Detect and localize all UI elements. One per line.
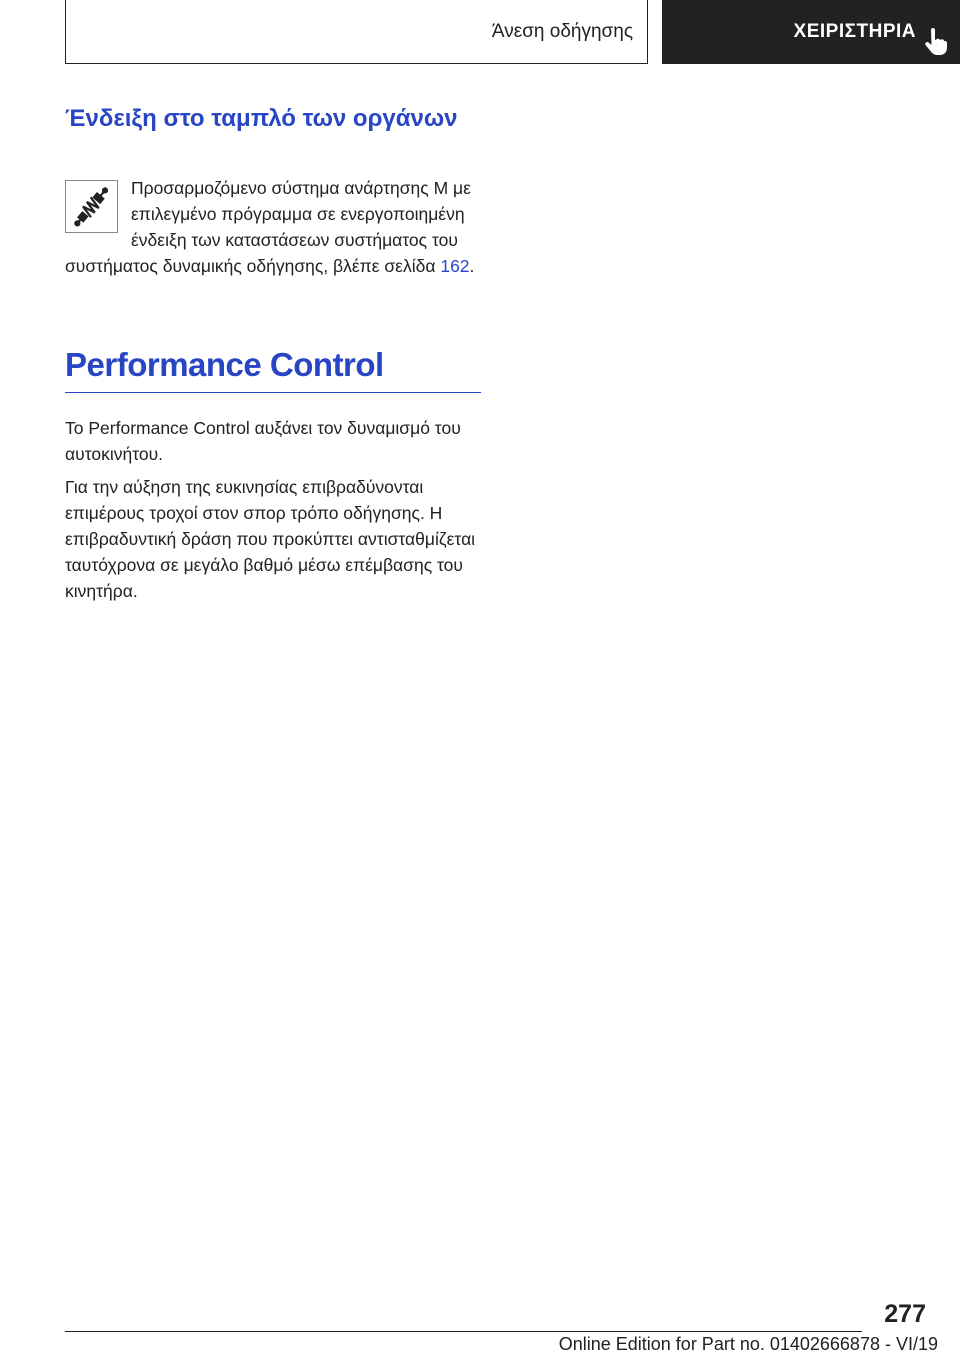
footer-edition: Online Edition for Part no. 01402666878 - VI/19 <box>558 1334 938 1354</box>
footer-rule <box>65 1331 862 1332</box>
section-heading-performance-control: Performance Control <box>65 346 384 383</box>
section-heading-instrument-cluster: Ένδειξη στο ταμπλό των οργάνων <box>65 105 458 132</box>
header-section-box <box>65 0 648 64</box>
heading-underline <box>65 392 481 393</box>
header-chapter-title: ΧΕΙΡΙΣΤΗΡΙΑ <box>793 21 916 42</box>
page-link-162[interactable]: 162 <box>440 256 470 276</box>
header-section-title: Άνεση οδήγησης <box>491 20 633 42</box>
performance-control-paragraph-1: Το Performance Control αυξάνει τον δυναμισμό του αυτοκινήτου. <box>65 418 461 464</box>
instrument-cluster-text <box>65 175 485 279</box>
intro-text: Προσαρμοζόμενο σύστημα ανάρτησης M με επιλεγμένο πρόγραμμα σε ενεργοποιημένη ένδειξη των καταστάσεων συστήματος του συστήματος δυναμικής οδήγησης, βλέπε σελίδα <box>65 178 471 276</box>
page-number: 277 <box>884 1300 926 1328</box>
intro-text-end: . <box>469 256 475 276</box>
hand-pointer-icon <box>922 28 948 56</box>
header-chapter-tab[interactable] <box>662 0 960 64</box>
performance-control-paragraph-2: Για την αύξηση της ευκινησίας επιβραδύνονται επιμέρους τροχοί στον σπορ τρόπο οδήγησης. Η επιβραδυντική δράση που προκύπτει αντισταθμίζεται ταυτόχρονα σε μεγάλο βαθμό μέσω επέμβασης του κινητήρα. <box>65 477 476 601</box>
